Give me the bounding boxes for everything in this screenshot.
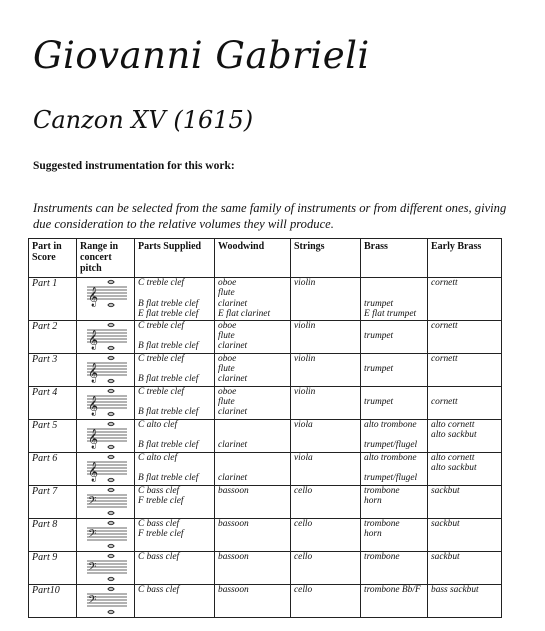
range-cell xyxy=(77,278,135,321)
instrument-text: trumpet/flugel xyxy=(364,473,418,484)
early-brass-cell xyxy=(428,452,502,485)
instrument-text: C treble clef xyxy=(138,353,184,364)
instrument-text: violin xyxy=(294,278,316,288)
parts-supplied-cell xyxy=(135,452,215,485)
spacer xyxy=(138,331,211,341)
part-label: Part 8 xyxy=(29,518,77,551)
instrument-text: horn xyxy=(364,496,382,507)
instrument-text: C alto clef xyxy=(138,419,178,430)
spacer xyxy=(138,364,211,374)
parts-supplied-cell xyxy=(135,278,215,321)
strings-cell xyxy=(291,353,361,386)
header-brass: Brass xyxy=(361,239,428,278)
table-body xyxy=(29,278,502,618)
treble-clef-staff-range-icon xyxy=(81,420,131,450)
part-label: Part 6 xyxy=(29,452,77,485)
svg-text:𝄞: 𝄞 xyxy=(87,287,98,307)
instrument-text: violin xyxy=(294,320,316,331)
range-cell xyxy=(77,419,135,452)
part-label: Part 7 xyxy=(29,485,77,518)
instrument-text: B flat treble clef xyxy=(138,407,199,418)
table-row xyxy=(29,353,502,386)
instrument-text: B flat treble clef xyxy=(138,341,199,352)
brass-cell xyxy=(361,278,428,321)
woodwind-cell xyxy=(215,518,291,551)
svg-text:𝄞: 𝄞 xyxy=(87,362,98,383)
instrument-text: flute xyxy=(218,288,235,299)
woodwind-cell xyxy=(215,353,291,386)
table-row xyxy=(29,584,502,617)
header-early-brass: Early Brass xyxy=(428,239,502,278)
instrument-text: oboe xyxy=(218,278,237,288)
instrument-text: oboe xyxy=(218,320,237,331)
table-row xyxy=(29,278,502,321)
treble-clef-staff-range-icon xyxy=(81,278,131,308)
instrument-text: cello xyxy=(294,518,313,529)
instrumentation-heading: Suggested instrumentation for this work: xyxy=(33,160,235,172)
strings-cell xyxy=(291,584,361,617)
svg-text:𝄞: 𝄞 xyxy=(87,329,98,350)
woodwind-cell xyxy=(215,584,291,617)
instrument-text: F treble clef xyxy=(138,529,184,540)
treble-clef-staff-range-icon xyxy=(81,387,131,417)
instrument-text: alto sackbut xyxy=(431,463,477,474)
strings-cell xyxy=(291,320,361,353)
instrument-text: clarinet xyxy=(218,298,248,309)
woodwind-cell xyxy=(215,320,291,353)
bass-clef-staff-range-icon xyxy=(81,486,131,516)
instrument-text: cornett xyxy=(431,320,458,331)
spacer xyxy=(138,463,211,473)
instrument-text: oboe xyxy=(218,386,237,397)
early-brass-cell xyxy=(428,386,502,419)
parts-supplied-cell xyxy=(135,386,215,419)
instrument-text: E flat clarinet xyxy=(218,309,271,320)
part-label: Part 1 xyxy=(29,278,77,321)
svg-text:𝄢: 𝄢 xyxy=(87,494,96,510)
instrument-text: clarinet xyxy=(218,440,248,451)
treble-clef-staff-range-icon xyxy=(81,354,131,384)
instrument-text: C bass clef xyxy=(138,485,180,496)
instrument-text: B flat treble clef xyxy=(138,298,199,309)
brass-cell xyxy=(361,518,428,551)
instrument-text: trumpet xyxy=(364,364,394,375)
brass-cell xyxy=(361,353,428,386)
spacer xyxy=(218,430,287,440)
instrument-text: flute xyxy=(218,397,235,408)
spacer xyxy=(138,288,211,298)
instrument-text: F treble clef xyxy=(138,496,184,507)
range-cell xyxy=(77,584,135,617)
svg-text:𝄢: 𝄢 xyxy=(87,560,96,576)
instrument-text: sackbut xyxy=(431,551,460,562)
instrument-text: E flat trumpet xyxy=(364,309,417,320)
spacer xyxy=(364,278,424,288)
instrument-text: trumpet xyxy=(364,331,394,342)
early-brass-cell xyxy=(428,485,502,518)
instrument-text: sackbut xyxy=(431,518,460,529)
instrument-text: C alto clef xyxy=(138,452,178,463)
instrument-text: C bass clef xyxy=(138,584,180,595)
instrument-text: trumpet xyxy=(364,397,394,408)
parts-supplied-cell xyxy=(135,353,215,386)
woodwind-cell xyxy=(215,452,291,485)
instrument-text: horn xyxy=(364,529,382,540)
brass-cell xyxy=(361,584,428,617)
woodwind-cell xyxy=(215,485,291,518)
header-range: Range in concert pitch xyxy=(77,239,135,278)
range-cell xyxy=(77,320,135,353)
instrument-text: B flat treble clef xyxy=(138,440,199,451)
instrument-text: trombone Bb/F xyxy=(364,584,421,595)
early-brass-cell xyxy=(428,518,502,551)
instrument-text: trombone xyxy=(364,485,400,496)
bass-clef-staff-range-icon xyxy=(81,585,131,615)
brass-cell xyxy=(361,551,428,584)
instrument-text: cello xyxy=(294,584,313,595)
table-row xyxy=(29,452,502,485)
instrument-text: alto sackbut xyxy=(431,430,477,441)
instrument-text: alto cornett xyxy=(431,452,475,463)
instrument-text: C treble clef xyxy=(138,278,184,288)
instrument-text: bassoon xyxy=(218,551,249,562)
strings-cell xyxy=(291,386,361,419)
header-strings: Strings xyxy=(291,239,361,278)
part-label: Part 2 xyxy=(29,320,77,353)
svg-text:𝄞: 𝄞 xyxy=(87,395,98,416)
instrument-text: B flat treble clef xyxy=(138,473,199,484)
range-cell xyxy=(77,386,135,419)
early-brass-cell xyxy=(428,278,502,321)
brass-cell xyxy=(361,452,428,485)
strings-cell xyxy=(291,278,361,321)
parts-supplied-cell xyxy=(135,518,215,551)
instrument-text: C treble clef xyxy=(138,386,184,397)
header-woodwind: Woodwind xyxy=(215,239,291,278)
header-part-in-score: Part in Score xyxy=(29,239,77,278)
spacer xyxy=(218,463,287,473)
parts-supplied-cell xyxy=(135,551,215,584)
table-row xyxy=(29,551,502,584)
woodwind-cell xyxy=(215,419,291,452)
part-label: Part 5 xyxy=(29,419,77,452)
early-brass-cell xyxy=(428,551,502,584)
table-row xyxy=(29,518,502,551)
instrument-text: flute xyxy=(218,364,235,375)
spacer xyxy=(364,430,424,440)
instrument-text: clarinet xyxy=(218,407,248,418)
svg-text:𝄞: 𝄞 xyxy=(87,428,98,449)
instrument-text: cello xyxy=(294,551,313,562)
spacer xyxy=(364,321,424,331)
spacer xyxy=(218,453,287,463)
range-cell xyxy=(77,518,135,551)
svg-text:𝄢: 𝄢 xyxy=(87,593,96,609)
instrument-text: trombone xyxy=(364,551,400,562)
instrument-text: violin xyxy=(294,353,316,364)
instrumentation-table xyxy=(28,238,502,618)
strings-cell xyxy=(291,452,361,485)
range-cell xyxy=(77,551,135,584)
instrument-text: cornett xyxy=(431,397,458,408)
instrument-text: bass sackbut xyxy=(431,584,479,595)
instrument-text: flute xyxy=(218,331,235,342)
table-row xyxy=(29,320,502,353)
instrument-text: B flat treble clef xyxy=(138,374,199,385)
svg-text:𝄢: 𝄢 xyxy=(87,527,96,543)
treble-clef-staff-range-icon xyxy=(81,453,131,483)
instrument-text: alto cornett xyxy=(431,419,475,430)
instrument-text: sackbut xyxy=(431,485,460,496)
header-parts-supplied: Parts Supplied xyxy=(135,239,215,278)
bass-clef-staff-range-icon xyxy=(81,519,131,549)
woodwind-cell xyxy=(215,278,291,321)
instrument-text: bassoon xyxy=(218,518,249,529)
strings-cell xyxy=(291,551,361,584)
instrument-text: cornett xyxy=(431,278,458,288)
instrument-text: oboe xyxy=(218,353,237,364)
spacer xyxy=(431,387,498,397)
instrument-text: viola xyxy=(294,452,313,463)
range-cell xyxy=(77,485,135,518)
table-header-row xyxy=(29,239,502,278)
table-row xyxy=(29,485,502,518)
parts-supplied-cell xyxy=(135,320,215,353)
table-row xyxy=(29,386,502,419)
part-label: Part10 xyxy=(29,584,77,617)
early-brass-cell xyxy=(428,584,502,617)
strings-cell xyxy=(291,518,361,551)
instrument-text: trumpet xyxy=(364,298,394,309)
spacer xyxy=(364,463,424,473)
composer-name: Giovanni Gabrieli xyxy=(33,34,370,77)
parts-supplied-cell xyxy=(135,584,215,617)
early-brass-cell xyxy=(428,353,502,386)
brass-cell xyxy=(361,320,428,353)
instrumentation-note: Instruments can be selected from the same family of instruments or from different ones, giving due consideration to the relative volumes they will produce. xyxy=(33,201,507,231)
spacer xyxy=(138,397,211,407)
woodwind-cell xyxy=(215,386,291,419)
instrument-text: trombone xyxy=(364,518,400,529)
spacer xyxy=(138,430,211,440)
instrument-text: C treble clef xyxy=(138,320,184,331)
instrument-text: trumpet/flugel xyxy=(364,440,418,451)
spacer xyxy=(364,354,424,364)
part-label: Part 3 xyxy=(29,353,77,386)
parts-supplied-cell xyxy=(135,485,215,518)
instrument-text: alto trombone xyxy=(364,452,417,463)
treble-clef-staff-range-icon xyxy=(81,321,131,351)
instrument-text: clarinet xyxy=(218,374,248,385)
range-cell xyxy=(77,353,135,386)
instrument-text: clarinet xyxy=(218,341,248,352)
parts-supplied-cell xyxy=(135,419,215,452)
instrument-text: E flat treble clef xyxy=(138,309,199,320)
instrument-text: viola xyxy=(294,419,313,430)
instrument-text: C bass clef xyxy=(138,551,180,562)
strings-cell xyxy=(291,485,361,518)
instrument-text: cello xyxy=(294,485,313,496)
table-row xyxy=(29,419,502,452)
spacer xyxy=(364,387,424,397)
early-brass-cell xyxy=(428,320,502,353)
strings-cell xyxy=(291,419,361,452)
spacer xyxy=(218,420,287,430)
spacer xyxy=(364,288,424,298)
instrument-text: cornett xyxy=(431,353,458,364)
instrument-text: alto trombone xyxy=(364,419,417,430)
range-cell xyxy=(77,452,135,485)
instrument-text: clarinet xyxy=(218,473,248,484)
instrument-text: violin xyxy=(294,386,316,397)
woodwind-cell xyxy=(215,551,291,584)
brass-cell xyxy=(361,485,428,518)
bass-clef-staff-range-icon xyxy=(81,552,131,582)
instrument-text: C bass clef xyxy=(138,518,180,529)
work-title: Canzon XV (1615) xyxy=(33,106,254,134)
instrument-text: bassoon xyxy=(218,485,249,496)
part-label: Part 4 xyxy=(29,386,77,419)
instrument-text: bassoon xyxy=(218,584,249,595)
part-label: Part 9 xyxy=(29,551,77,584)
brass-cell xyxy=(361,386,428,419)
svg-text:𝄞: 𝄞 xyxy=(87,461,98,482)
brass-cell xyxy=(361,419,428,452)
early-brass-cell xyxy=(428,419,502,452)
